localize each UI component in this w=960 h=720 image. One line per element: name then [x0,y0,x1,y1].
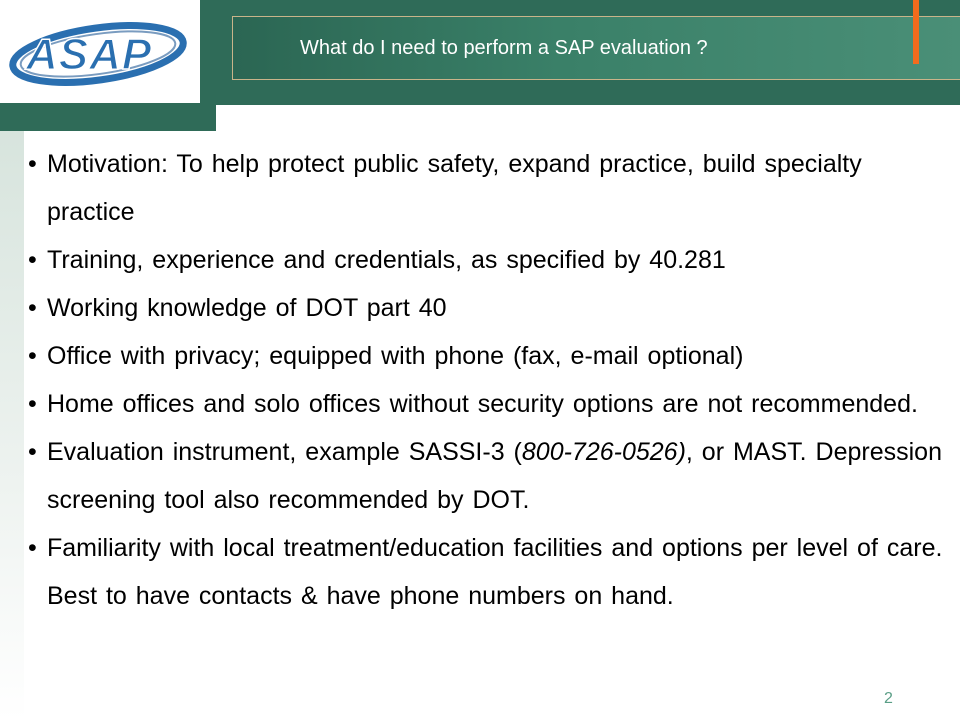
slide-title: What do I need to perform a SAP evaluation ? [300,37,708,59]
bullet-evaluation [28,428,953,524]
left-notch [0,103,216,131]
logo-text: ASAP [26,30,153,79]
bullet-motivation: • Motivation: To help protect public safety, expand practice, build specialty practice [28,140,953,236]
left-strip [0,131,24,720]
asap-logo [6,14,194,92]
phone-number: 800-726-0526) [521,438,686,466]
evaluation-text-after: , or MAST. Depression screening tool also recommended by DOT. [47,438,942,514]
page-number: 2 [884,690,893,707]
logo-box [0,0,200,103]
bullet-knowledge: • Working knowledge of DOT part 40 [28,284,953,332]
bullet-office: • Office with privacy; equipped with phone (fax, e-mail optional) [28,332,953,380]
accent-bar [913,0,919,64]
bullet-list [28,140,953,620]
evaluation-text-before: Evaluation instrument, example SASSI-3 ( [47,438,522,466]
bullet-home-offices: • Home offices and solo offices without security options are not recommended. [28,380,953,428]
bullet-familiarity: • Familiarity with local treatment/education facilities and options per level of care. Best to have contacts & have phone numbers on hand. [28,524,953,620]
bullet-training: • Training, experience and credentials, as specified by 40.281 [28,236,953,284]
